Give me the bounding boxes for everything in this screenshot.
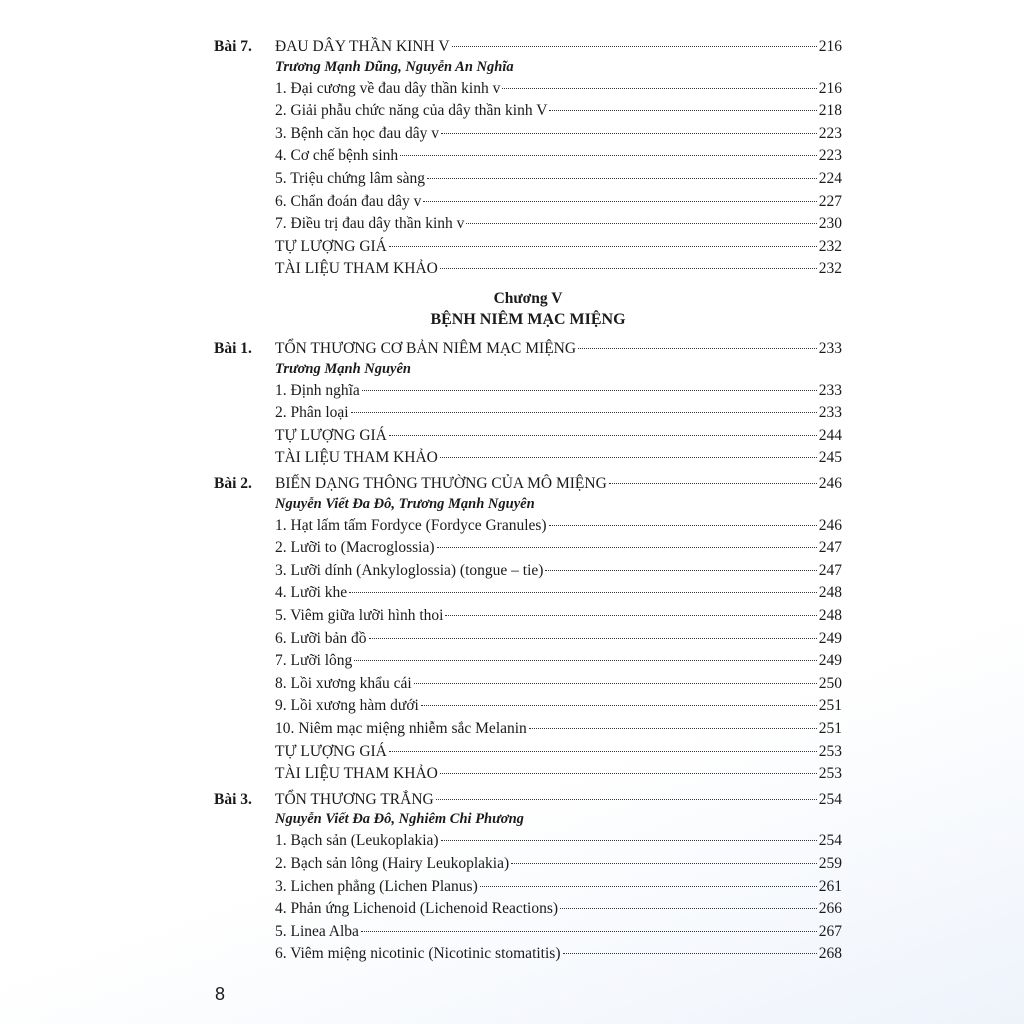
chapter-heading [214,289,842,331]
entry-title: 1. Hạt lấm tấm Fordyce (Fordyce Granules) [275,516,547,534]
toc-entry-row[interactable] [214,853,842,875]
entry-title: 1. Bạch sản (Leukoplakia) [275,832,439,850]
entry-page-number: 253 [818,765,842,783]
toc-entry-row[interactable] [214,943,842,965]
dot-leader [361,931,817,932]
entry-page-number: 216 [818,79,842,97]
lesson-authors: Trương Mạnh Dũng, Nguyễn An Nghĩa [275,58,514,75]
dot-leader [369,638,817,639]
entry-title: TỰ LƯỢNG GIÁ [275,237,387,255]
toc-entry [275,582,842,604]
entry-page-number: 250 [818,674,842,692]
toc-entry [275,650,842,672]
toc-entry [275,447,842,469]
lesson-authors: Nguyễn Viết Đa Đô, Trương Mạnh Nguyên [275,495,535,512]
toc-entry-row[interactable] [214,191,842,213]
entry-page-number: 249 [818,629,842,647]
toc-entry-row[interactable] [214,582,842,604]
dot-leader [529,728,817,729]
toc-entry [275,515,842,537]
toc-entry [275,695,842,717]
lesson-number: Bài 2. [214,475,252,492]
toc-entry-row[interactable] [214,695,842,717]
lesson-title: TỔN THƯƠNG TRẮNG [275,790,434,808]
entry-page-number: 248 [818,607,842,624]
toc-entry [275,123,842,145]
toc-entry-row[interactable] [214,741,842,763]
entry-title: 2. Lưỡi to (Macroglossia) [275,539,435,557]
entry-page-number: 227 [818,192,842,210]
dot-leader [560,908,817,909]
toc-entry [275,338,842,360]
dot-leader [436,799,817,800]
entry-title: 6. Viêm miệng nicotinic (Nicotinic stomatitis) [275,945,561,963]
toc-entry-row[interactable] [214,236,842,258]
dot-leader [441,133,817,134]
toc-entry [275,402,842,424]
toc-entry [275,921,842,943]
dot-leader [609,483,817,484]
toc-entry [275,236,842,258]
toc-entry [275,36,842,58]
page-number: 8 [215,984,226,1004]
lesson-title: ĐAU DÂY THẦN KINH V [275,38,450,55]
dot-leader [549,525,817,526]
entry-page-number: 254 [818,832,842,850]
toc-entry-row[interactable] [214,447,842,469]
toc-entry [275,718,842,740]
toc-entry [275,789,842,811]
entry-title: 9. Lồi xương hàm dưới [275,697,419,715]
toc-entry-row[interactable] [214,168,842,190]
toc-entry-row[interactable] [214,78,842,100]
entry-title: 2. Bạch sản lông (Hairy Leukoplakia) [275,855,510,872]
toc-entry [275,943,842,965]
entry-page-number: 233 [818,340,842,357]
toc-entry-row[interactable] [214,425,842,447]
dot-leader [578,348,817,349]
toc-entry [275,100,842,122]
toc-entry [275,560,842,582]
dot-leader [502,88,816,89]
entry-page-number: 248 [818,584,842,602]
dot-leader [441,840,817,841]
toc-entry [275,876,842,898]
entry-title: 5. Viêm giữa lưỡi hình thoi [275,607,444,624]
lesson-heading-row[interactable] [214,473,842,495]
chapter-title: BỆNH NIÊM MẠC MIỆNG [430,311,626,328]
toc-entry [275,898,842,920]
dot-leader [563,953,817,954]
entry-page-number: 232 [818,237,842,255]
dot-leader [452,46,817,47]
entry-title: 4. Lưỡi khe [275,584,348,602]
toc-entry [275,380,842,402]
entry-page-number: 251 [818,697,842,715]
toc-entry-row[interactable] [214,605,842,627]
entry-title: TÀI LIỆU THAM KHẢO [275,449,438,467]
toc-entry-row[interactable] [214,258,842,280]
toc-entry-row[interactable] [214,628,842,650]
entry-title: 5. Linea Alba [275,922,359,940]
entry-page-number: 247 [818,561,842,579]
entry-title: 6. Chẩn đoán đau dây v [275,192,422,210]
entry-page-number: 246 [818,516,842,534]
lesson-heading-row[interactable] [214,789,842,811]
lesson-heading-row[interactable] [214,36,842,58]
dot-leader [351,412,817,413]
entry-title: 4. Phản ứng Lichenoid (Lichenoid Reactions) [275,900,559,918]
entry-page-number: 259 [818,855,842,872]
entry-page-number: 267 [818,922,842,940]
entry-title: 2. Phân loại [275,404,349,422]
dot-leader [440,773,817,774]
toc-entry [275,258,842,280]
toc-entry-row[interactable] [214,123,842,145]
toc-entry-row[interactable] [214,560,842,582]
entry-title: 7. Điều trị đau dây thần kinh v [275,215,465,233]
toc-entry [275,191,842,213]
dot-leader [440,457,817,458]
entry-page-number: 245 [818,449,842,467]
entry-page-number: 223 [818,124,842,142]
entry-page-number: 247 [818,539,842,557]
entry-page-number: 223 [818,147,842,165]
entry-title: 1. Đại cương về đau dây thần kinh v [275,79,501,97]
toc-entry [275,830,842,852]
toc-entry [275,741,842,763]
dot-leader [389,246,817,247]
entry-title: TÀI LIỆU THAM KHẢO [275,765,438,783]
dot-leader [440,268,817,269]
dot-leader [437,547,817,548]
dot-leader [511,863,817,864]
entry-page-number: 244 [818,426,842,444]
dot-leader [445,615,816,616]
toc-entry-row[interactable] [214,921,842,943]
dot-leader [354,660,816,661]
dot-leader [427,178,817,179]
dot-leader [480,886,817,887]
dot-leader [545,570,816,571]
dot-leader [423,201,816,202]
entry-page-number: 254 [818,790,842,808]
toc-entry [275,628,842,650]
entry-page-number: 246 [818,475,842,492]
entry-page-number: 251 [818,720,842,737]
entry-title: 10. Niêm mạc miệng nhiễm sắc Melanin [275,720,527,737]
toc-entry-row[interactable] [214,673,842,695]
entry-page-number: 253 [818,742,842,760]
entry-page-number: 233 [818,404,842,422]
entry-page-number: 249 [818,652,842,670]
entry-title: 6. Lưỡi bản đồ [275,629,367,647]
toc-entry [275,213,842,235]
toc-entry [275,605,842,627]
lesson-title: BIẾN DẠNG THÔNG THƯỜNG CỦA MÔ MIỆNG [275,475,607,492]
entry-page-number: 218 [818,102,842,120]
entry-title: 5. Triệu chứng lâm sàng [275,170,426,187]
entry-title: 4. Cơ chế bệnh sinh [275,147,399,165]
toc-entry [275,537,842,559]
toc-entry-row[interactable] [214,100,842,122]
entry-page-number: 224 [818,170,842,187]
lesson-title: TỔN THƯƠNG CƠ BẢN NIÊM MẠC MIỆNG [275,340,577,357]
toc-entry [275,673,842,695]
lesson-number: Bài 7. [214,38,252,55]
toc-entry-row[interactable] [214,537,842,559]
entry-page-number: 216 [818,38,842,55]
entry-page-number: 232 [818,260,842,278]
lesson-authors: Nguyễn Viết Đa Đô, Nghiêm Chi Phương [275,811,524,828]
toc-entry-row[interactable] [214,213,842,235]
toc-entry-row[interactable] [214,402,842,424]
dot-leader [549,110,816,111]
entry-page-number: 261 [818,877,842,895]
dot-leader [400,155,817,156]
entry-title: 7. Lưỡi lông [275,652,353,670]
entry-title: TỰ LƯỢNG GIÁ [275,742,387,760]
entry-title: TÀI LIỆU THAM KHẢO [275,260,438,278]
entry-title: 8. Lồi xương khẩu cái [275,674,412,692]
toc-entry [275,78,842,100]
toc-entry-row[interactable] [214,898,842,920]
toc-entry-row[interactable] [214,515,842,537]
toc-entry-row[interactable] [214,763,842,785]
toc-entry-row[interactable] [214,830,842,852]
toc-entry-row[interactable] [214,650,842,672]
entry-title: 2. Giải phẫu chức năng của dây thần kinh V [275,102,548,120]
chapter-number: Chương V [493,290,563,307]
lesson-heading-row[interactable] [214,338,842,360]
toc-entry [275,168,842,190]
dot-leader [349,592,817,593]
toc-entry-row[interactable] [214,718,842,740]
entry-page-number: 230 [818,215,842,233]
toc-entry [275,853,842,875]
entry-title: TỰ LƯỢNG GIÁ [275,426,387,444]
entry-page-number: 268 [818,945,842,963]
dot-leader [414,683,817,684]
dot-leader [389,751,817,752]
dot-leader [362,390,817,391]
dot-leader [389,435,817,436]
lesson-number: Bài 1. [214,340,252,357]
toc-entry [275,473,842,495]
entry-title: 3. Bệnh căn học đau dây v [275,124,439,142]
toc-entry-row[interactable] [214,145,842,167]
entry-page-number: 233 [818,381,842,399]
toc-entry [275,425,842,447]
toc-entry-row[interactable] [214,380,842,402]
entry-title: 3. Lưỡi dính (Ankyloglossia) (tongue – tie) [275,561,544,579]
lesson-number: Bài 3. [214,790,252,808]
entry-page-number: 266 [818,900,842,918]
toc-entry [275,763,842,785]
dot-leader [466,223,816,224]
entry-title: 3. Lichen phẳng (Lichen Planus) [275,877,478,895]
toc-entry [275,145,842,167]
entry-title: 1. Định nghĩa [275,381,360,399]
dot-leader [421,705,817,706]
lesson-authors: Trương Mạnh Nguyên [275,360,411,377]
toc-entry-row[interactable] [214,876,842,898]
